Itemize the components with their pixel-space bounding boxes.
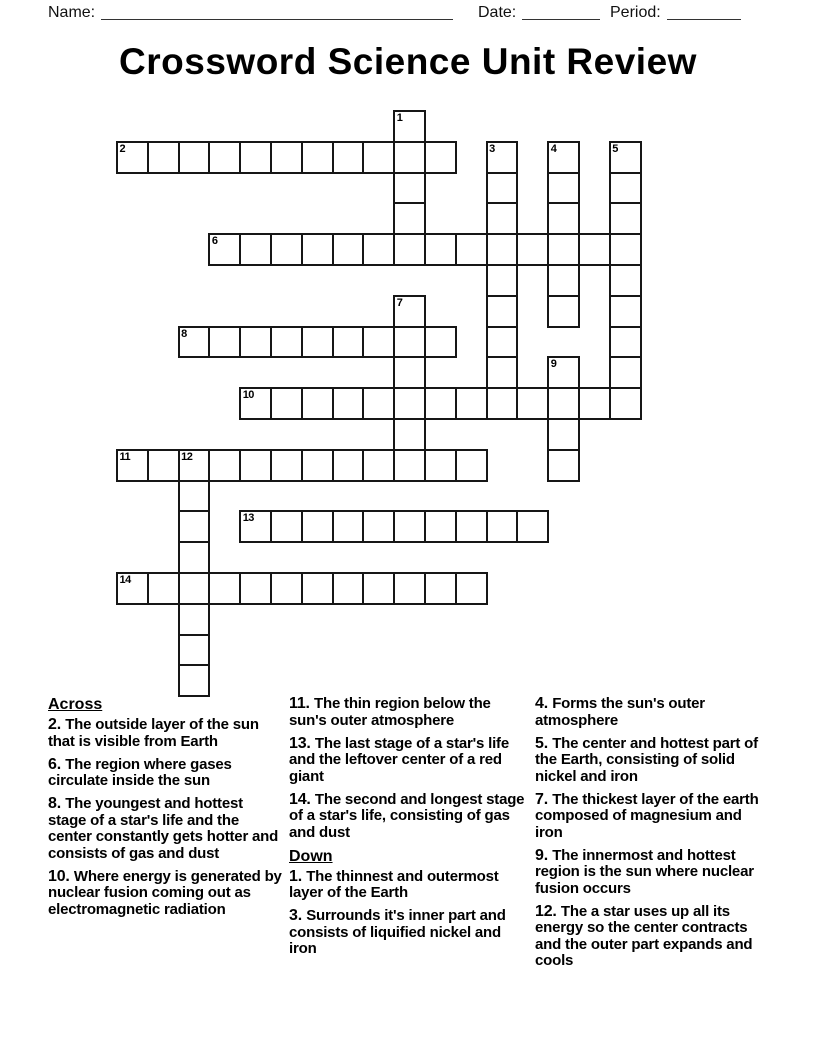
grid-cell bbox=[208, 141, 241, 174]
grid-cell bbox=[486, 295, 519, 328]
cell-number-5: 5 bbox=[612, 142, 618, 155]
clue-down-9 bbox=[535, 848, 767, 898]
grid-cell bbox=[424, 326, 457, 359]
grid-cell bbox=[147, 572, 180, 605]
clue-down-7 bbox=[535, 792, 767, 842]
grid-cell bbox=[208, 572, 241, 605]
clue-down-5 bbox=[535, 736, 767, 786]
grid-cell bbox=[455, 449, 488, 482]
grid-cell bbox=[424, 572, 457, 605]
grid-cell bbox=[362, 233, 395, 266]
cell-number-4: 4 bbox=[550, 142, 557, 155]
grid-cell bbox=[393, 387, 426, 420]
grid-cell bbox=[486, 233, 519, 266]
clue-across-6 bbox=[48, 757, 284, 790]
clue-number: 10. bbox=[48, 867, 74, 885]
grid-cell bbox=[301, 233, 334, 266]
grid-cell bbox=[424, 233, 457, 266]
date-label: Date: bbox=[478, 4, 517, 21]
clue-down-1 bbox=[289, 869, 525, 902]
grid-cell bbox=[547, 295, 580, 328]
name-blank-line bbox=[101, 4, 453, 20]
grid-cell bbox=[393, 418, 426, 451]
grid-cell bbox=[547, 233, 580, 266]
grid-cell bbox=[578, 233, 611, 266]
grid-cell bbox=[301, 141, 334, 174]
grid-cell bbox=[455, 233, 488, 266]
grid-cell bbox=[208, 449, 241, 482]
clue-across-2 bbox=[48, 717, 284, 750]
grid-cell bbox=[609, 326, 642, 359]
clue-across-13 bbox=[289, 736, 525, 786]
clue-text: Surrounds it's inner part and consists of liquified nickel and iron bbox=[289, 907, 506, 957]
grid-cell bbox=[362, 572, 395, 605]
grid-cell bbox=[393, 202, 426, 235]
grid-cell bbox=[147, 449, 180, 482]
clue-down-3 bbox=[289, 908, 525, 958]
grid-cell bbox=[547, 202, 580, 235]
grid-cell bbox=[332, 510, 365, 543]
grid-cell bbox=[578, 387, 611, 420]
grid-cell bbox=[393, 326, 426, 359]
grid-cell bbox=[239, 326, 272, 359]
grid-cell bbox=[516, 510, 549, 543]
grid-cell bbox=[486, 510, 519, 543]
grid-cell bbox=[609, 172, 642, 205]
clue-text: Forms the sun's outer atmosphere bbox=[535, 695, 705, 729]
clue-number: 8. bbox=[48, 795, 66, 812]
cell-number-10: 10 bbox=[242, 389, 254, 402]
clue-text: The thickest layer of the earth composed of magnesium and iron bbox=[535, 790, 759, 841]
grid-cell bbox=[486, 387, 519, 420]
grid-cell bbox=[516, 387, 549, 420]
across-heading: Across bbox=[48, 696, 103, 713]
clue-across-11 bbox=[289, 696, 525, 729]
clue-text: The outside layer of the sun that is visible from Earth bbox=[48, 716, 259, 750]
grid-cell bbox=[455, 387, 488, 420]
cell-number-14: 14 bbox=[119, 574, 131, 586]
clue-text: The second and longest stage of a star's life, consisting of gas and dust bbox=[289, 790, 525, 841]
grid-cell bbox=[609, 356, 642, 389]
clue-number: 7. bbox=[535, 790, 553, 808]
grid-cell bbox=[270, 387, 303, 420]
grid-cell bbox=[332, 326, 365, 359]
grid-cell bbox=[486, 172, 519, 205]
name-label: Name: bbox=[48, 4, 96, 21]
period-blank-line bbox=[667, 4, 741, 20]
clue-number: 4. bbox=[535, 695, 553, 712]
grid-cell bbox=[301, 449, 334, 482]
grid-cell bbox=[609, 264, 642, 297]
grid-cell bbox=[424, 449, 457, 482]
clue-across-8 bbox=[48, 796, 284, 862]
grid-cell bbox=[332, 233, 365, 266]
clue-text: The last stage of a star's life and the leftover center of a red giant bbox=[289, 734, 509, 785]
grid-cell bbox=[393, 233, 426, 266]
clue-text: Where energy is generated by nuclear fusion coming out as electromagnetic radiation bbox=[48, 867, 282, 918]
down-heading: Down bbox=[289, 847, 333, 865]
grid-cell bbox=[301, 387, 334, 420]
clue-text: The thinnest and outermost layer of the Earth bbox=[289, 867, 499, 901]
grid-cell bbox=[393, 572, 426, 605]
clue-text: The a star uses up all its energy so the center contracts and the outer part expands and cools bbox=[535, 902, 753, 969]
grid-cell bbox=[486, 356, 519, 389]
clues-column-3 bbox=[535, 696, 767, 976]
grid-cell bbox=[393, 356, 426, 389]
clue-text: The region where gases circulate inside the sun bbox=[48, 755, 232, 789]
clue-number: 5. bbox=[535, 734, 553, 752]
clues-column-1 bbox=[48, 696, 284, 925]
clue-number: 3. bbox=[289, 907, 307, 924]
cell-number-12: 12 bbox=[181, 450, 193, 463]
clues-column-2 bbox=[289, 696, 525, 964]
grid-cell bbox=[424, 141, 457, 174]
grid-cell bbox=[178, 603, 211, 636]
grid-cell bbox=[609, 295, 642, 328]
grid-cell bbox=[455, 510, 488, 543]
clue-across-14 bbox=[289, 792, 525, 842]
grid-cell bbox=[393, 510, 426, 543]
grid-cell bbox=[609, 387, 642, 420]
grid-cell bbox=[609, 202, 642, 235]
grid-cell bbox=[178, 541, 211, 574]
grid-cell bbox=[455, 572, 488, 605]
grid-cell bbox=[332, 387, 365, 420]
cell-number-1: 1 bbox=[396, 112, 403, 124]
grid-cell bbox=[270, 449, 303, 482]
grid-cell bbox=[301, 510, 334, 543]
clue-text: The youngest and hottest stage of a star's life and the center constantly gets hotter and consists of gas and dust bbox=[48, 795, 279, 862]
grid-cell bbox=[270, 572, 303, 605]
grid-cell bbox=[486, 326, 519, 359]
grid-cell bbox=[239, 233, 272, 266]
grid-cell bbox=[362, 326, 395, 359]
clue-number: 2. bbox=[48, 716, 66, 733]
grid-cell bbox=[178, 664, 211, 697]
clue-down-12 bbox=[535, 904, 767, 970]
crossword-grid bbox=[116, 110, 642, 696]
clue-across-10 bbox=[48, 869, 284, 919]
grid-cell bbox=[178, 572, 211, 605]
clue-text: The thin region below the sun's outer atmosphere bbox=[289, 695, 491, 729]
clue-number: 9. bbox=[535, 846, 553, 864]
grid-cell bbox=[424, 510, 457, 543]
clue-down-4 bbox=[535, 696, 767, 729]
grid-cell bbox=[270, 141, 303, 174]
grid-cell bbox=[239, 449, 272, 482]
grid-cell bbox=[332, 572, 365, 605]
grid-cell bbox=[547, 449, 580, 482]
grid-cell bbox=[393, 172, 426, 205]
cell-number-8: 8 bbox=[181, 327, 187, 340]
grid-cell bbox=[147, 141, 180, 174]
grid-cell bbox=[270, 510, 303, 543]
grid-cell bbox=[178, 634, 211, 667]
grid-cell bbox=[393, 449, 426, 482]
grid-cell bbox=[178, 141, 211, 174]
grid-cell bbox=[362, 141, 395, 174]
grid-cell bbox=[270, 326, 303, 359]
period-field bbox=[610, 4, 741, 25]
cell-number-7: 7 bbox=[396, 296, 403, 309]
grid-cell bbox=[547, 264, 580, 297]
clue-number: 12. bbox=[535, 902, 561, 920]
grid-cell bbox=[424, 387, 457, 420]
clue-number: 6. bbox=[48, 755, 66, 773]
grid-cell bbox=[362, 449, 395, 482]
grid-cell bbox=[208, 326, 241, 359]
grid-cell bbox=[270, 233, 303, 266]
cell-number-13: 13 bbox=[242, 512, 254, 525]
grid-cell bbox=[486, 264, 519, 297]
clue-number: 13. bbox=[289, 734, 315, 752]
grid-cell bbox=[239, 572, 272, 605]
grid-cell bbox=[362, 387, 395, 420]
grid-cell bbox=[547, 387, 580, 420]
period-label: Period: bbox=[610, 4, 661, 21]
clue-text: The innermost and hottest region is the sun where nuclear fusion occurs bbox=[535, 846, 754, 897]
cell-number-9: 9 bbox=[550, 358, 557, 371]
cell-number-3: 3 bbox=[489, 142, 495, 155]
grid-cell bbox=[178, 510, 211, 543]
cell-number-6: 6 bbox=[211, 235, 218, 248]
page-title: Crossword Science Unit Review bbox=[119, 41, 697, 82]
grid-cell bbox=[393, 141, 426, 174]
clue-number: 1. bbox=[289, 867, 307, 885]
name-field bbox=[48, 4, 453, 25]
date-blank-line bbox=[522, 4, 600, 20]
grid-cell bbox=[239, 141, 272, 174]
clue-number: 14. bbox=[289, 790, 315, 808]
cell-number-11: 11 bbox=[119, 450, 131, 463]
clue-text: The center and hottest part of the Earth, consisting of solid nickel and iron bbox=[535, 734, 758, 785]
grid-cell bbox=[516, 233, 549, 266]
grid-cell bbox=[362, 510, 395, 543]
date-field bbox=[478, 4, 600, 25]
grid-cell bbox=[547, 172, 580, 205]
grid-cell bbox=[332, 141, 365, 174]
cell-number-2: 2 bbox=[119, 142, 126, 155]
grid-cell bbox=[486, 202, 519, 235]
grid-cell bbox=[178, 480, 211, 513]
grid-cell bbox=[301, 326, 334, 359]
grid-cell bbox=[609, 233, 642, 266]
grid-cell bbox=[332, 449, 365, 482]
grid-cell bbox=[547, 418, 580, 451]
grid-cell bbox=[301, 572, 334, 605]
clue-number: 11. bbox=[289, 695, 315, 712]
